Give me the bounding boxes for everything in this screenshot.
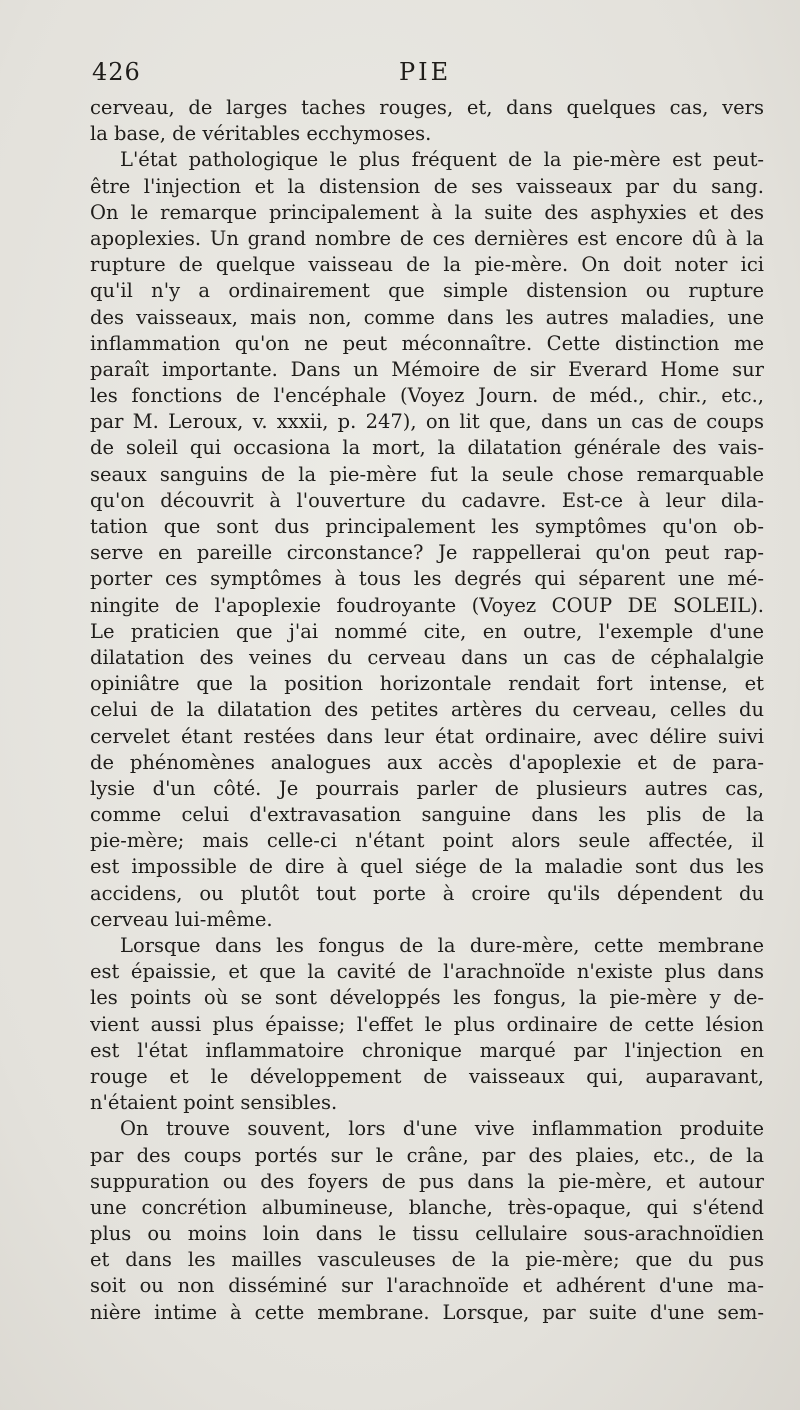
text-line: est impossible de dire à quel siége de la maladie sont dus les [90, 855, 764, 879]
text-line: rouge et le développement de vaisseaux qui, auparavant, [90, 1064, 764, 1088]
text-line: On trouve souvent, lors d'une vive inflammation produite [120, 1117, 764, 1141]
text-line: est épaissie, et que la cavité de l'arachnoïde n'existe plus dans [90, 960, 764, 984]
text-line: dilatation des veines du cerveau dans un cas de céphalalgie [90, 645, 764, 669]
text-line: qu'on découvrit à l'ouverture du cadavre. Est-ce à leur dila- [90, 488, 764, 512]
text-line: Lorsque dans les fongus de la dure-mère, cette membrane [120, 934, 764, 957]
text-line: et dans les mailles vasculeuses de la pie-mère; que du pus [90, 1248, 764, 1272]
text-line: seaux sanguins de la pie-mère fut la seule chose remarquable [90, 462, 764, 486]
text-line: de soleil qui occasiona la mort, la dilatation générale des vais- [90, 436, 764, 460]
text-line: opiniâtre que la position horizontale rendait fort intense, et [90, 672, 764, 696]
text-line: par M. Leroux, v. xxxii, p. 247), on lit que, dans un cas de coups [90, 410, 764, 434]
text-line: nière intime à cette membrane. Lorsque, par suite d'une sem- [90, 1300, 764, 1324]
running-head: PIE [399, 58, 452, 86]
text-line: des vaisseaux, mais non, comme dans les autres maladies, une [90, 305, 764, 329]
text-line: paraît importante. Dans un Mémoire de sir Everard Home sur [90, 357, 764, 381]
text-line: rupture de quelque vaisseau de la pie-mère. On doit noter ici [90, 253, 764, 277]
text-line: suppuration ou des foyers de pus dans la pie-mère, et autour [90, 1169, 764, 1193]
text-line: cerveau lui-même. [90, 907, 273, 931]
page-header [92, 58, 762, 92]
text-line: inflammation qu'on ne peut méconnaître. Cette distinction me [90, 331, 764, 355]
text-line: comme celui d'extravasation sanguine dans les plis de la [90, 803, 764, 827]
text-line: accidens, ou plutôt tout porte à croire qu'ils dépendent du [90, 881, 764, 905]
text-line: n'étaient point sensibles. [90, 1091, 338, 1115]
text-line: pie-mère; mais celle-ci n'étant point alors seule affectée, il [90, 829, 764, 853]
text-line: cervelet étant restées dans leur état ordinaire, avec délire suivi [90, 724, 764, 748]
text-line: par des coups portés sur le crâne, par des plaies, etc., de la [90, 1143, 764, 1167]
text-line: de phénomènes analogues aux accès d'apoplexie et de para- [90, 750, 764, 774]
text-line: qu'il n'y a ordinairement que simple distension ou rupture [90, 279, 764, 303]
page-number: 426 [92, 58, 141, 86]
text-line: apoplexies. Un grand nombre de ces dernières est encore dû à la [90, 226, 764, 250]
text-line: les points où se sont développés les fongus, la pie-mère y de- [90, 986, 764, 1010]
text-line: lysie d'un côté. Je pourrais parler de plusieurs autres cas, [90, 776, 764, 800]
text-line: cerveau, de larges taches rouges, et, dans quelques cas, vers [90, 96, 764, 119]
text-line: soit ou non disséminé sur l'arachnoïde et adhérent d'une ma- [90, 1274, 764, 1298]
text-line: Le praticien que j'ai nommé cite, en outre, l'exemple d'une [90, 619, 764, 643]
text-line: tation que sont dus principalement les symptômes qu'on ob- [90, 515, 764, 538]
text-line: une concrétion albumineuse, blanche, très-opaque, qui s'étend [90, 1195, 764, 1219]
text-line: la base, de véritables ecchymoses. [90, 122, 432, 146]
text-line: vient aussi plus épaisse; l'effet le plus ordinaire de cette lésion [90, 1012, 764, 1036]
text-line: les fonctions de l'encéphale (Voyez Journ. de méd., chir., etc., [90, 384, 764, 408]
text-line: porter ces symptômes à tous les degrés qui séparent une mé- [90, 567, 764, 591]
text-line: On le remarque principalement à la suite des asphyxies et des [90, 200, 764, 224]
text-line: plus ou moins loin dans le tissu cellulaire sous-arachnoïdien [90, 1222, 764, 1246]
text-line: serve en pareille circonstance? Je rappellerai qu'on peut rap- [90, 541, 764, 565]
text-line: être l'injection et la distension de ses vaisseaux par du sang. [90, 174, 764, 198]
text-line: L'état pathologique le plus fréquent de la pie-mère est peut- [120, 148, 764, 172]
text-line: est l'état inflammatoire chronique marqué par l'injection en [90, 1038, 764, 1062]
text-line: celui de la dilatation des petites artères du cerveau, celles du [90, 698, 764, 722]
body-text [90, 95, 764, 1326]
text-line: ningite de l'apoplexie foudroyante (Voyez COUP DE SOLEIL). [90, 593, 764, 617]
